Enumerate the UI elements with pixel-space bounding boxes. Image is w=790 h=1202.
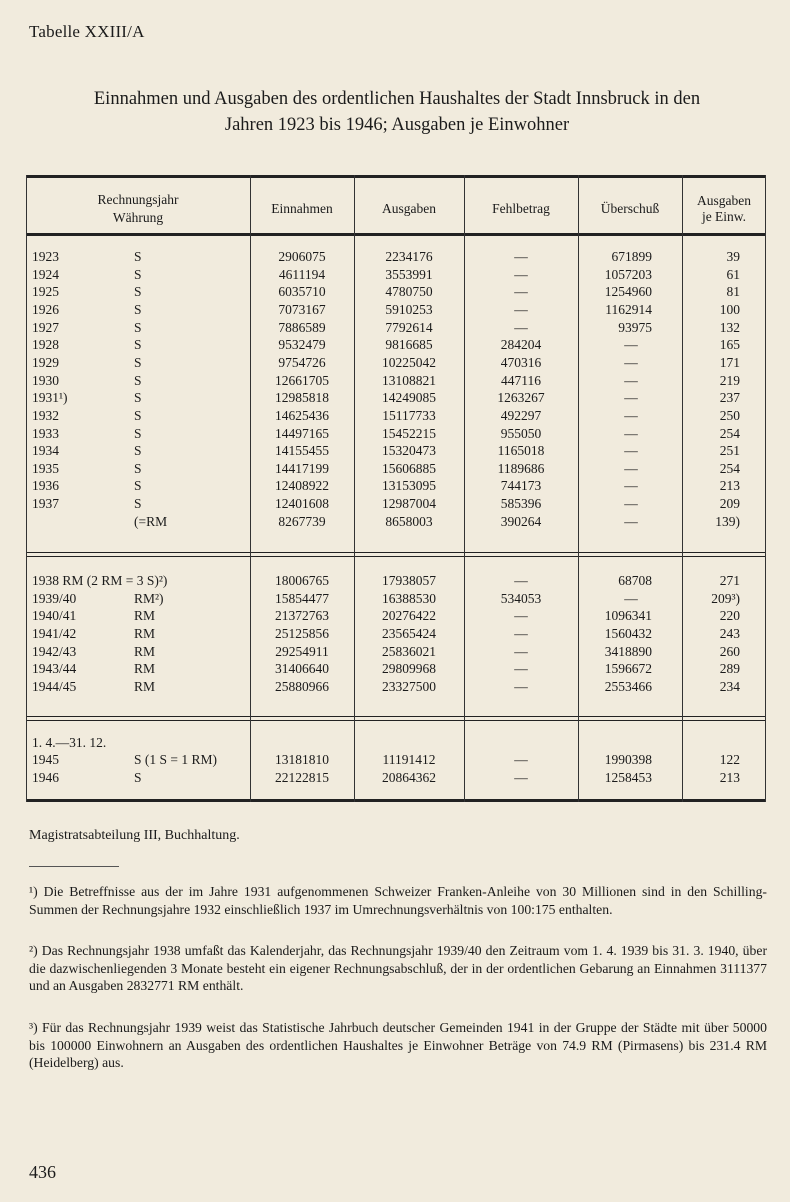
- cell-einnahmen: 31406640: [275, 661, 329, 677]
- cell-year: 1927: [32, 319, 59, 335]
- table-row: [26, 301, 766, 319]
- cell-ueberschuss: —: [624, 390, 638, 406]
- cell-currency: S: [134, 769, 142, 785]
- cell-einnahmen: 9532479: [278, 337, 326, 353]
- cell-fehlbetrag: —: [514, 678, 528, 694]
- cell-currency: S: [134, 284, 142, 300]
- cell-year: 1939/40: [32, 590, 77, 606]
- cell-ausgaben-je-einwohner: 81: [726, 284, 740, 300]
- data-table: [26, 175, 766, 802]
- section-rule-2: [26, 716, 766, 717]
- cell-year: 1933: [32, 425, 59, 441]
- cell-ausgaben: 23327500: [382, 678, 436, 694]
- cell-currency: RM: [134, 625, 156, 641]
- cell-ausgaben-je-einwohner: 209³): [711, 590, 740, 606]
- cell-ausgaben: 17938057: [382, 573, 436, 588]
- cell-fehlbetrag: —: [514, 608, 528, 624]
- section-rule-1: [26, 552, 766, 553]
- cell-einnahmen: 4611194: [278, 266, 326, 282]
- cell-ausgaben-je-einwohner: 271: [719, 573, 740, 588]
- cell-ausgaben-je-einwohner: 237: [719, 390, 740, 406]
- cell-fehlbetrag: —: [514, 266, 528, 282]
- table-row: [26, 572, 766, 590]
- cell-einnahmen: 14497165: [275, 425, 329, 441]
- cell-year: 1932: [32, 407, 59, 423]
- cell-ueberschuss: —: [624, 354, 638, 370]
- cell-fehlbetrag: —: [514, 625, 528, 641]
- footnote-1: ¹) Die Betreffnisse aus der im Jahre 1931 aufgenommenen Schweizer Franken-Anleihe von 30 Millionen sind in den Schilling-Summen der Rechnungsjahre 1932 einschließlich 1937 im Umrechnungsverhältnis von 100:175 enthalten.: [29, 884, 767, 917]
- cell-currency: S: [134, 372, 142, 388]
- cell-fehlbetrag: —: [514, 769, 528, 785]
- cell-einnahmen: 29254911: [275, 643, 329, 659]
- table-row: [26, 751, 766, 769]
- table-row: [26, 660, 766, 678]
- cell-currency: S: [134, 354, 142, 370]
- cell-ueberschuss: 3418890: [604, 643, 652, 659]
- cell-fehlbetrag: —: [514, 301, 528, 317]
- table-row: [26, 643, 766, 661]
- cell-ausgaben-je-einwohner: 260: [719, 643, 740, 659]
- cell-currency: S: [134, 496, 142, 512]
- cell-ausgaben: 25836021: [382, 643, 436, 659]
- cell-ueberschuss: 1560432: [604, 625, 652, 641]
- cell-fehlbetrag: 447116: [501, 372, 541, 388]
- table-bottom-rule: [26, 799, 766, 802]
- cell-ueberschuss: 1057203: [604, 266, 652, 282]
- cell-ausgaben: 13153095: [382, 478, 436, 494]
- cell-einnahmen: 9754726: [278, 354, 326, 370]
- table-row: [26, 336, 766, 354]
- cell-einnahmen: 7886589: [278, 319, 326, 335]
- cell-currency: S: [134, 249, 142, 264]
- cell-ueberschuss: —: [624, 590, 638, 606]
- cell-ausgaben-je-einwohner: 122: [719, 752, 740, 767]
- table-row: [26, 769, 766, 787]
- cell-fehlbetrag: 284204: [500, 337, 542, 353]
- cell-ausgaben-je-einwohner: 219: [719, 372, 740, 388]
- header-fehlbetrag: Fehlbetrag: [492, 201, 550, 216]
- cell-currency: RM²): [134, 590, 164, 606]
- cell-currency: RM: [134, 608, 156, 624]
- cell-ueberschuss: —: [624, 407, 638, 423]
- cell-fehlbetrag: 1165018: [497, 443, 545, 459]
- cell-ueberschuss: 2553466: [604, 678, 652, 694]
- cell-ausgaben-je-einwohner: 213: [719, 478, 740, 494]
- cell-ausgaben-je-einwohner: 251: [719, 443, 740, 459]
- cell-ausgaben-je-einwohner: 289: [719, 661, 740, 677]
- cell-ausgaben: 4780750: [385, 284, 433, 300]
- cell-currency: S: [134, 390, 142, 406]
- cell-ausgaben: 15606885: [382, 460, 436, 476]
- cell-einnahmen: 6035710: [278, 284, 326, 300]
- table-row: [26, 319, 766, 337]
- cell-currency: S: [134, 337, 142, 353]
- table-row: [26, 266, 766, 284]
- cell-currency: S: [134, 443, 142, 459]
- cell-period: 1. 4.—31. 12.: [32, 735, 107, 750]
- cell-year-currency: 1938 RM (2 RM = 3 S)²): [32, 573, 168, 588]
- cell-year: 1925: [32, 284, 59, 300]
- cell-ueberschuss: —: [624, 372, 638, 388]
- table-row: [26, 678, 766, 696]
- cell-ausgaben: 29809968: [382, 661, 436, 677]
- cell-ausgaben: 8658003: [385, 513, 433, 529]
- cell-ausgaben: 2234176: [385, 249, 433, 264]
- cell-fehlbetrag: —: [514, 284, 528, 300]
- table-row: [26, 590, 766, 608]
- header-ueberschuss: Überschuß: [600, 201, 660, 216]
- cell-ausgaben: 5910253: [385, 301, 433, 317]
- cell-einnahmen: 12401608: [275, 496, 329, 512]
- cell-year: 1928: [32, 337, 59, 353]
- table-row: [26, 625, 766, 643]
- cell-ausgaben: 23565424: [382, 625, 436, 641]
- table-row: [26, 495, 766, 513]
- cell-ausgaben-je-einwohner: 220: [719, 608, 740, 624]
- cell-einnahmen: 12985818: [275, 390, 329, 406]
- cell-currency: S: [134, 319, 142, 335]
- table-row: [26, 407, 766, 425]
- cell-ueberschuss: —: [624, 496, 638, 512]
- cell-ausgaben-je-einwohner: 243: [719, 625, 740, 641]
- cell-fehlbetrag: 1263267: [497, 390, 545, 406]
- cell-einnahmen: 8267739: [278, 513, 326, 529]
- table-row: [26, 460, 766, 478]
- cell-currency: S: [134, 478, 142, 494]
- cell-currency: (=RM: [134, 513, 168, 529]
- cell-year: 1931¹): [32, 390, 68, 406]
- cell-ausgaben: 7792614: [385, 319, 433, 335]
- cell-year: 1936: [32, 478, 59, 494]
- cell-ueberschuss: —: [624, 443, 638, 459]
- cell-ausgaben-je-einwohner: 139): [715, 513, 740, 529]
- cell-ausgaben-je-einwohner: 209: [719, 496, 740, 512]
- cell-ausgaben: 11191412: [382, 752, 436, 767]
- cell-fehlbetrag: 955050: [500, 425, 542, 441]
- cell-ausgaben-je-einwohner: 39: [726, 249, 740, 264]
- cell-ueberschuss: 1096341: [604, 608, 652, 624]
- cell-year: 1935: [32, 460, 59, 476]
- table-row: [26, 425, 766, 443]
- footnote-3: ³) Für das Rechnungsjahr 1939 weist das Statistische Jahrbuch deutscher Gemeinden 1941 in der Gruppe der Städte mit über 50000 bis 100000 Einwohnern an Ausgaben des ordentlichen Haushaltes je Einwohner Beträge von 74.9 RM (Pirmasens) bis 231.4 RM (Heidelberg) aus.: [29, 1020, 767, 1070]
- cell-year: 1929: [32, 354, 59, 370]
- cell-year: 1924: [32, 266, 59, 282]
- cell-einnahmen: 25125856: [275, 625, 329, 641]
- title-line-2: Jahren 1923 bis 1946; Ausgaben je Einwohner: [224, 115, 570, 135]
- table-row: [26, 372, 766, 390]
- cell-fehlbetrag: —: [514, 249, 528, 264]
- section-rule-1b: [26, 556, 766, 557]
- cell-ueberschuss: 671899: [611, 249, 652, 264]
- cell-fehlbetrag: —: [514, 643, 528, 659]
- cell-year: 1944/45: [32, 678, 77, 694]
- cell-currency: RM: [134, 678, 156, 694]
- cell-ausgaben: 15320473: [382, 443, 436, 459]
- cell-currency: S: [134, 301, 142, 317]
- footnote-2: ²) Das Rechnungsjahr 1938 umfaßt das Kalenderjahr, das Rechnungsjahr 1939/40 den Zeitraum vom 1. 4. 1939 bis 31. 3. 1940, über die dazwischenliegenden 3 Monate besteht ein eigener Rechnungsabschluß, der in der ordentlichen Gebarung an Einnahmen 3111377 und an Ausgaben 2832771 RM enthält.: [29, 943, 767, 993]
- source-note: Magistratsabteilung III, Buchhaltung.: [29, 828, 240, 843]
- table-row: [26, 607, 766, 625]
- page-number: 436: [29, 1162, 56, 1182]
- cell-fehlbetrag: —: [514, 661, 528, 677]
- cell-ausgaben: 3553991: [385, 266, 433, 282]
- table-row: [26, 513, 766, 531]
- header-ausgaben: Ausgaben: [382, 201, 436, 216]
- cell-year: 1926: [32, 301, 59, 317]
- table-top-rule: [26, 175, 766, 178]
- cell-currency: RM: [134, 661, 156, 677]
- table-row: [26, 442, 766, 460]
- cell-einnahmen: 14417199: [275, 460, 329, 476]
- table-row: [26, 354, 766, 372]
- cell-currency: S: [134, 425, 142, 441]
- header-year: [26, 183, 250, 235]
- cell-fehlbetrag: —: [514, 319, 528, 335]
- header-year-line-2: Währung: [112, 210, 164, 225]
- cell-currency: S: [134, 407, 142, 423]
- cell-ausgaben: 12987004: [382, 496, 436, 512]
- table-title: [26, 86, 768, 138]
- cell-fehlbetrag: 390264: [500, 513, 542, 529]
- table-row: [26, 734, 766, 752]
- cell-currency: S (1 S = 1 RM): [134, 752, 218, 767]
- cell-ausgaben-je-einwohner: 250: [719, 407, 740, 423]
- cell-einnahmen: 13181810: [275, 752, 329, 767]
- cell-ueberschuss: 1162914: [605, 301, 652, 317]
- cell-einnahmen: 22122815: [275, 769, 329, 785]
- cell-ausgaben: 15117733: [382, 407, 436, 423]
- cell-year: 1923: [32, 249, 59, 264]
- cell-ueberschuss: 1990398: [604, 752, 652, 767]
- cell-ueberschuss: 1258453: [604, 769, 652, 785]
- cell-ueberschuss: —: [624, 337, 638, 353]
- cell-ausgaben: 10225042: [382, 354, 436, 370]
- cell-ausgaben: 14249085: [382, 390, 436, 406]
- cell-ausgaben-je-einwohner: 254: [719, 425, 740, 441]
- cell-ueberschuss: —: [624, 478, 638, 494]
- cell-ueberschuss: 1596672: [604, 661, 652, 677]
- cell-currency: S: [134, 460, 142, 476]
- cell-year: 1942/43: [32, 643, 77, 659]
- cell-ausgaben-je-einwohner: 234: [719, 678, 740, 694]
- cell-einnahmen: 7073167: [278, 301, 326, 317]
- cell-ausgaben: 15452215: [382, 425, 436, 441]
- cell-fehlbetrag: —: [514, 752, 528, 767]
- cell-einnahmen: 18006765: [275, 573, 329, 588]
- cell-fehlbetrag: 470316: [500, 354, 542, 370]
- cell-ausgaben: 16388530: [382, 590, 436, 606]
- header-aew-line-2: je Einw.: [701, 209, 747, 224]
- cell-year: 1945: [32, 752, 59, 767]
- cell-einnahmen: 12408922: [275, 478, 329, 494]
- cell-currency: RM: [134, 643, 156, 659]
- cell-ausgaben-je-einwohner: 61: [726, 266, 740, 282]
- cell-einnahmen: 21372763: [275, 608, 329, 624]
- header-ausgaben-je-einwohner: [682, 183, 766, 235]
- header-aew-line-1: Ausgaben: [697, 193, 751, 208]
- cell-ausgaben-je-einwohner: 171: [719, 354, 740, 370]
- cell-year: 1943/44: [32, 661, 77, 677]
- cell-year: 1941/42: [32, 625, 77, 641]
- cell-year: 1930: [32, 372, 59, 388]
- cell-ueberschuss: 93975: [618, 319, 652, 335]
- cell-ueberschuss: —: [624, 460, 638, 476]
- cell-fehlbetrag: 492297: [500, 407, 542, 423]
- cell-ausgaben: 9816685: [385, 337, 433, 353]
- cell-ueberschuss: —: [624, 425, 638, 441]
- cell-ausgaben-je-einwohner: 100: [719, 301, 740, 317]
- cell-ausgaben: 13108821: [382, 372, 436, 388]
- footnote-divider: [29, 866, 119, 867]
- table-row: [26, 389, 766, 407]
- cell-ausgaben: 20276422: [382, 608, 436, 624]
- cell-einnahmen: 14155455: [275, 443, 329, 459]
- header-year-line-1: Rechnungsjahr: [97, 192, 179, 207]
- table-row: [26, 283, 766, 301]
- table-label: Tabelle XXIII/A: [29, 22, 145, 41]
- cell-einnahmen: 2906075: [278, 249, 326, 264]
- section-rule-2b: [26, 720, 766, 721]
- cell-year: 1937: [32, 496, 59, 512]
- cell-ausgaben-je-einwohner: 165: [719, 337, 740, 353]
- title-line-1: Einnahmen und Ausgaben des ordentlichen Haushaltes der Stadt Innsbruck in den: [93, 89, 701, 109]
- cell-ueberschuss: 68708: [618, 573, 652, 588]
- cell-einnahmen: 14625436: [275, 407, 329, 423]
- cell-einnahmen: 25880966: [275, 678, 329, 694]
- table-row: [26, 477, 766, 495]
- cell-fehlbetrag: 744173: [500, 478, 542, 494]
- table-row: [26, 248, 766, 266]
- cell-einnahmen: 15854477: [275, 590, 329, 606]
- cell-currency: S: [134, 266, 142, 282]
- cell-ueberschuss: —: [624, 513, 638, 529]
- cell-year: 1946: [32, 769, 59, 785]
- cell-ausgaben-je-einwohner: 132: [719, 319, 740, 335]
- cell-fehlbetrag: 1189686: [497, 460, 545, 476]
- cell-year: 1940/41: [32, 608, 77, 624]
- cell-fehlbetrag: —: [514, 573, 528, 588]
- cell-ausgaben-je-einwohner: 254: [719, 460, 740, 476]
- header-einnahmen: Einnahmen: [271, 201, 333, 216]
- cell-ausgaben-je-einwohner: 213: [719, 769, 740, 785]
- cell-ueberschuss: 1254960: [604, 284, 652, 300]
- cell-ausgaben: 20864362: [382, 769, 436, 785]
- cell-einnahmen: 12661705: [275, 372, 329, 388]
- cell-fehlbetrag: 585396: [500, 496, 542, 512]
- cell-year: 1934: [32, 443, 59, 459]
- cell-fehlbetrag: 534053: [500, 590, 542, 606]
